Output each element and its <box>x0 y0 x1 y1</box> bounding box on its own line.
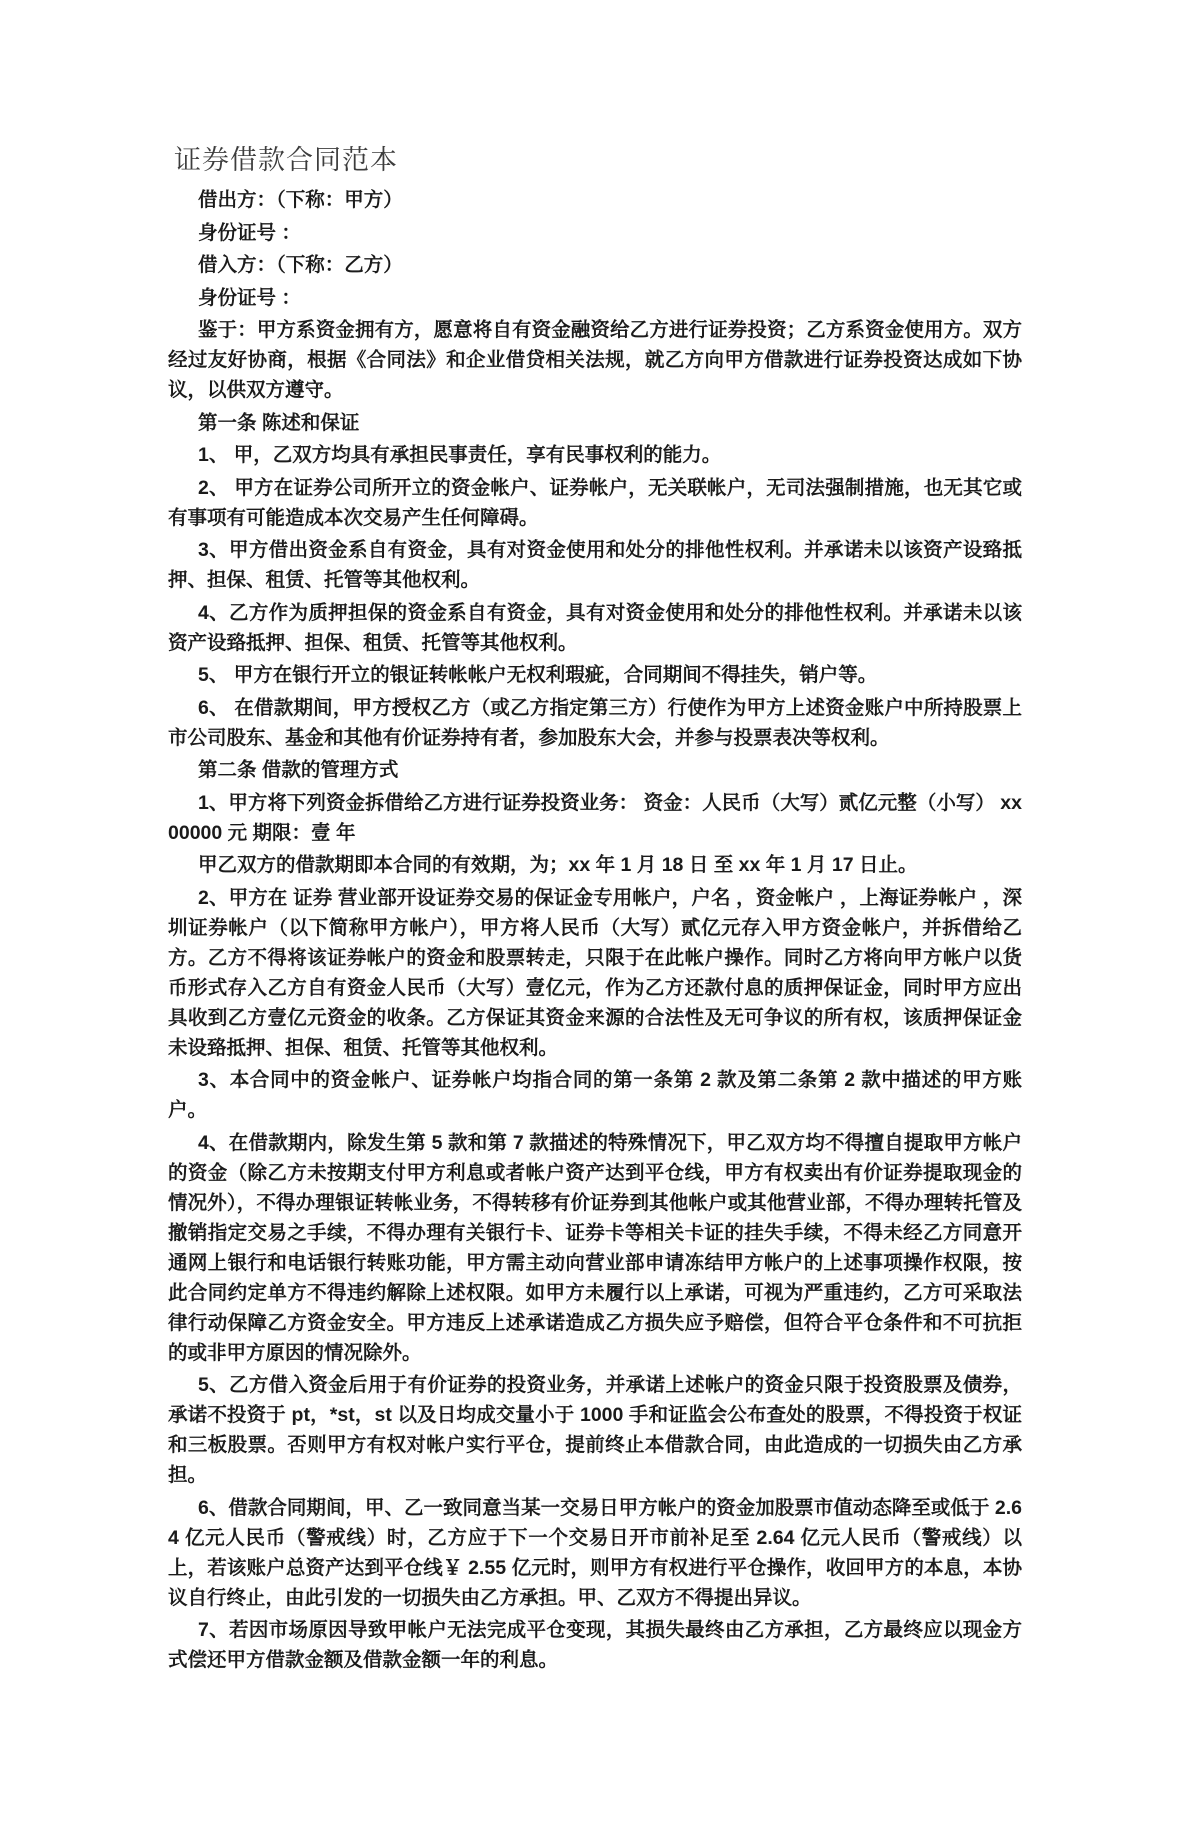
paragraph: 甲乙双方的借款期即本合同的有效期，为；xx 年 1 月 18 日 至 xx 年 1 月 17 日止。 <box>198 854 918 876</box>
document-body <box>168 185 1022 1675</box>
paragraph: 4、在借款期内，除发生第 5 款和第 7 款描述的特殊情况下，甲乙双方均不得擅自提取甲方帐户的资金（除乙方未按期支付甲方利息或者帐户资产达到平仓线，甲方有权卖出有价证券提取现金的情况外），不得办理银证转帐业务，不得转移有价证券到其他帐户或其他营业部，不得办理转托管及撤销指定交易之手续，不得办理有关银行卡、证券卡等相关卡证的挂失手续，不得未经乙方同意开通网上银行和电话银行转账功能，甲方需主动向营业部申请冻结甲方帐户的上述事项操作权限，按此合同约定单方不得违约解除上述权限。如甲方未履行以上承诺，可视为严重违约，乙方可采取法律行动保障乙方资金安全。甲方违反上述承诺造成乙方损失应予赔偿，但符合平仓条件和不可抗拒的或非甲方原因的情况除外。 <box>168 1131 1022 1364</box>
paragraph: 借入方：（下称：乙方） <box>198 254 403 276</box>
paragraph: 1、甲方将下列资金拆借给乙方进行证券投资业务： 资金：人民币（大写）贰亿元整（小写） xx00000 元 期限：壹 年 <box>168 791 1022 844</box>
paragraph: 鉴于：甲方系资金拥有方，愿意将自有资金融资给乙方进行证券投资；乙方系资金使用方。双方经过友好协商，根据《合同法》和企业借贷相关法规，就乙方向甲方借款进行证券投资达成如下协议，以供双方遵守。 <box>168 319 1022 401</box>
paragraph: 5、 甲方在银行开立的银证转帐帐户无权利瑕疵，合同期间不得挂失，销户等。 <box>198 664 878 686</box>
paragraph: 6、借款合同期间，甲、乙一致同意当某一交易日甲方帐户的资金加股票市值动态降至或低于 2.64 亿元人民币（警戒线）时，乙方应于下一个交易日开市前补足至 2.64 亿元人民币（警戒线）以上，若该账户总资产达到平仓线￥ 2.55 亿元时，则甲方有权进行平仓操作，收回甲方的本息，本协议自行终止，由此引发的一切损失由乙方承担。甲、乙双方不得提出异议。 <box>168 1496 1022 1609</box>
paragraph: 2、 甲方在证券公司所开立的资金帐户、证券帐户，无关联帐户，无司法强制措施，也无其它或有事项有可能造成本次交易产生任何障碍。 <box>168 476 1022 529</box>
paragraph: 身份证号 ： <box>198 286 301 309</box>
paragraph: 借出方：（下称：甲方） <box>198 189 403 211</box>
paragraph: 第一条 陈述和保证 <box>198 411 360 434</box>
page-title: 证券借款合同范本 <box>174 145 398 175</box>
paragraph: 1、 甲，乙双方均具有承担民事责任，享有民事权利的能力。 <box>198 444 722 466</box>
paragraph: 2、甲方在 证券 营业部开设证券交易的保证金专用帐户，户名 ，资金帐户 ，上海证券帐户 ，深圳证券帐户（以下简称甲方帐户），甲方将人民币（大写）贰亿元存入甲方资金帐户，并拆借给乙方。乙方不得将该证券帐户的资金和股票转走，只限于在此帐户操作。同时乙方将向甲方帐户以货币形式存入乙方自有资金人民币（大写）壹亿元，作为乙方还款付息的质押保证金，同时甲方应出具收到乙方壹亿元资金的收条。乙方保证其资金来源的合法性及无可争议的所有权，该质押保证金未设臵抵押、担保、租赁、托管等其他权利。 <box>168 886 1022 1059</box>
paragraph: 4、乙方作为质押担保的资金系自有资金，具有对资金使用和处分的排他性权利。并承诺未以该资产设臵抵押、担保、租赁、托管等其他权利。 <box>168 601 1022 654</box>
paragraph: 3、甲方借出资金系自有资金，具有对资金使用和处分的排他性权利。并承诺未以该资产设臵抵押、担保、租赁、托管等其他权利。 <box>168 539 1022 591</box>
paragraph: 3、本合同中的资金帐户、证券帐户均指合同的第一条第 2 款及第二条第 2 款中描述的甲方账户。 <box>168 1069 1022 1121</box>
paragraph: 5、乙方借入资金后用于有价证券的投资业务，并承诺上述帐户的资金只限于投资股票及债券，承诺不投资于 pt，*st，st 以及日均成交量小于 1000 手和证监会公布查处的股票，不得投资于权证和三板股票。否则甲方有权对帐户实行平仓，提前终止本借款合同，由此造成的一切损失由乙方承担。 <box>168 1374 1022 1486</box>
paragraph: 7、若因市场原因导致甲帐户无法完成平仓变现，其损失最终由乙方承担，乙方最终应以现金方式偿还甲方借款金额及借款金额一年的利息。 <box>168 1619 1022 1671</box>
paragraph: 第二条 借款的管理方式 <box>198 759 399 781</box>
paragraph: 身份证号 ： <box>198 221 301 244</box>
paragraph: 6、 在借款期间，甲方授权乙方（或乙方指定第三方）行使作为甲方上述资金账户中所持股票上市公司股东、基金和其他有价证券持有者，参加股东大会，并参与投票表决等权利。 <box>168 696 1022 749</box>
